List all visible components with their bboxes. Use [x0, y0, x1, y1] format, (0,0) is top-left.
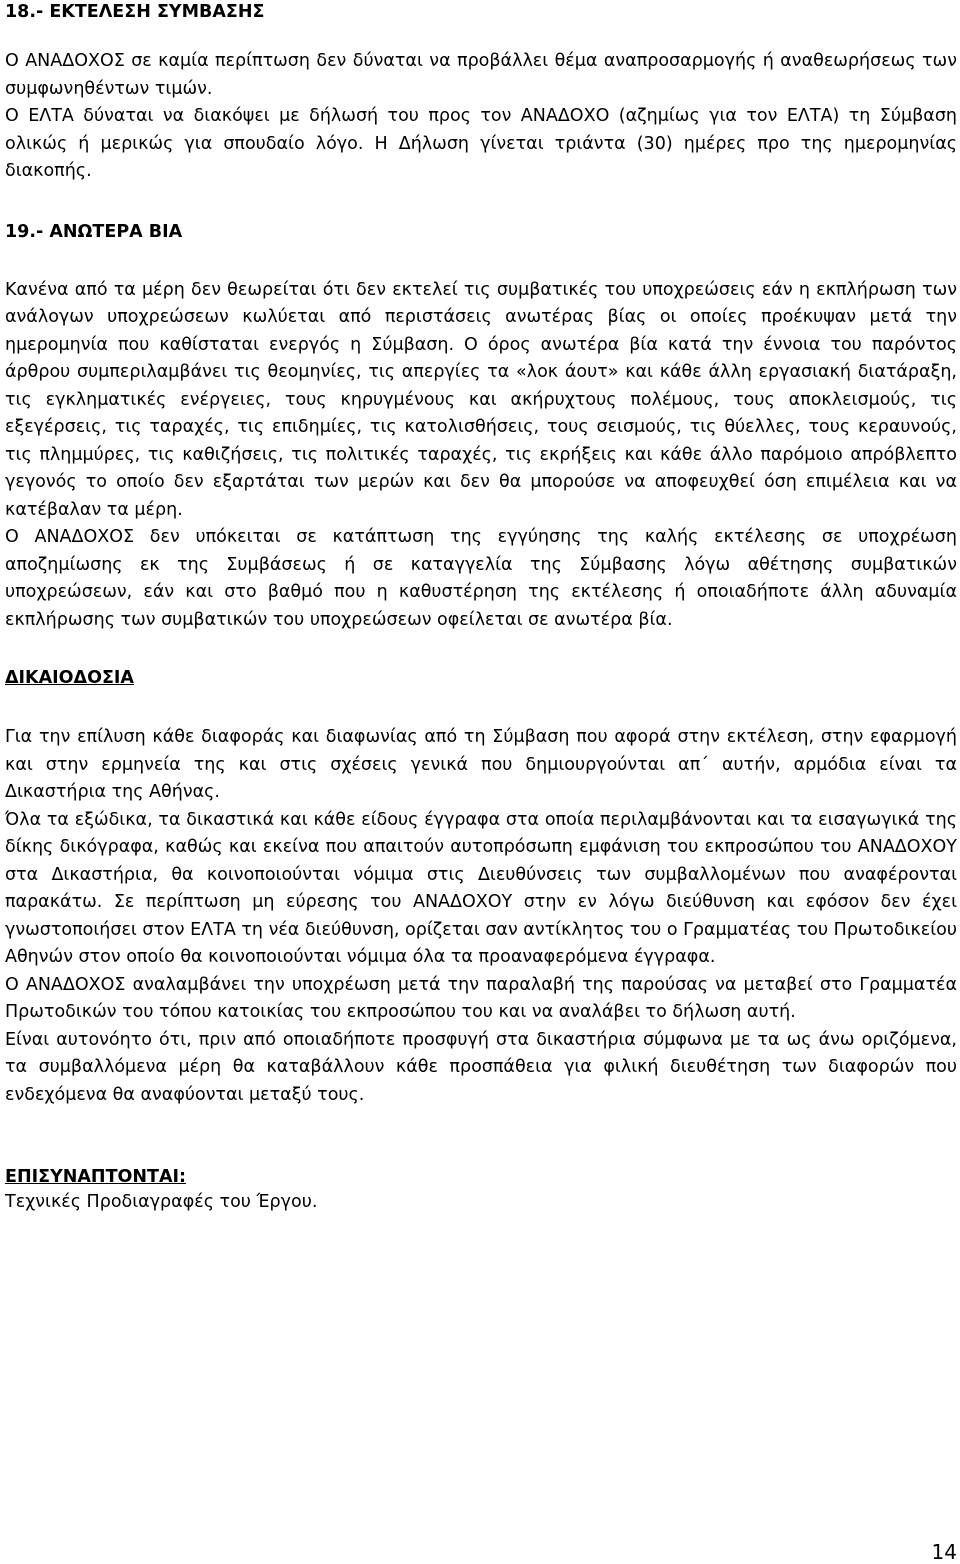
section-18-heading: 18.- ΕΚΤΕΛΕΣΗ ΣΥΜΒΑΣΗΣ — [5, 2, 265, 22]
jurisdiction-paragraph-3: Ο ΑΝΑΔΟΧΟΣ αναλαμβάνει την υποχρέωση μετά την παραλαβή της παρούσας να μεταβεί στο Γραμματέα Πρωτοδικών του τόπου κατοικίας του εκπροσώπου του και να αναλάβει το δήλωση αυτή. — [5, 974, 957, 1022]
document-page — [5, 0, 957, 1217]
jurisdiction-heading: ΔΙΚΑΙΟΔΟΣΙΑ — [5, 668, 134, 688]
jurisdiction-paragraph-1: Για την επίλυση κάθε διαφοράς και διαφωνίας από τη Σύμβαση που αφορά στην εκτέλεση, στην εφαρμογή και στην ερμηνεία της και στις σχέσεις γενικά που δημιουργούνται απ΄ αυτήν, αρμόδια είναι τα Δικαστήρια της Αθήνας. — [5, 727, 957, 802]
jurisdiction-paragraph-4: Είναι αυτονόητο ότι, πριν από οποιαδήποτε προσφυγή στα δικαστήρια σύμφωνα με τα ως άνω οριζόμενα, τα συμβαλλόμενα μέρη θα καταβάλλουν κάθε προσπάθεια για φιλική διευθέτηση των διαφορών που ενδεχόμενα θα αναφύονται μεταξύ τους. — [5, 1029, 957, 1105]
section-19-paragraph-2: Ο ΑΝΑΔΟΧΟΣ δεν υπόκειται σε κατάπτωση της εγγύησης της καλής εκτέλεσης σε υποχρέωση αποζημίωσης εκ της Συμβάσεως ή σε καταγγελία της Σύμβασης λόγω αθέτησης συμβατικών υποχρεώσεων, εάν και στο βαθμό που η καθυστέρηση της εκτέλεσης ή οποιαδήποτε άλλη αδυναμία εκπλήρωσης των συμβατικών του υποχρεώσεων οφείλεται σε ανωτέρα βία. — [5, 527, 957, 630]
attachments-heading: ΕΠΙΣΥΝΑΠΤΟΝΤΑΙ: — [5, 1167, 187, 1187]
section-19-heading: 19.- ΑΝΩΤΕΡΑ ΒΙΑ — [5, 221, 183, 242]
page-number: 14 — [931, 1540, 957, 1564]
attachments-text: Τεχνικές Προδιαγραφές του Έργου. — [5, 1192, 318, 1212]
section-18-paragraph-1: Ο ΑΝΑΔΟΧΟΣ σε καμία περίπτωση δεν δύναται να προβάλλει θέμα αναπροσαρμογής ή αναθεωρήσεως των συμφωνηθέντων τιμών. — [5, 51, 957, 99]
jurisdiction-paragraph-2: Όλα τα εξώδικα, τα δικαστικά και κάθε είδους έγγραφα στα οποία περιλαμβάνονται και τα εισαγωγικά της δίκης δικόγραφα, καθώς και εκείνα που απαιτούν αυτοπρόσωπη εμφάνιση του εκπροσώπου του ΑΝΑΔΟΧΟΥ στα Δικαστήρια, θα κοινοποιούνται νόμιμα στις Διευθύνσεις των συμβαλλομένων που αναφέρονται παρακάτω. Σε περίπτωση μη εύρεσης του ΑΝΑΔΟΧΟΥ στην εν λόγω διεύθυνση και εφόσον δεν έχει γνωστοποιήσει στον ΕΛΤΑ τη νέα διεύθυνση, ορίζεται σαν αντίκλητος του ο Γραμματέας του Πρωτοδικείου Αθηνών στον οποίο θα κοινοποιούνται νόμιμα όλα τα προαναφερόμενα έγγραφα. — [5, 809, 957, 967]
section-18-paragraph-2: Ο ΕΛΤΑ δύναται να διακόψει με δήλωσή του προς τον ΑΝΑΔΟΧΟ (αζημίως για τον ΕΛΤΑ) τη Σύμβαση ολικώς ή μερικώς για σπουδαίο λόγο. Η Δήλωση γίνεται τριάντα (30) ημέρες προ της ημερομηνίας διακοπής. — [5, 106, 957, 181]
section-19-paragraph-1: Κανένα από τα μέρη δεν θεωρείται ότι δεν εκτελεί τις συμβατικές του υποχρεώσεις εάν η εκπλήρωση των ανάλογων υποχρεώσεων κωλύεται από περιστάσεις ανωτέρας βίας οι οποίες προέκυψαν μετά την ημερομηνία που καθίσταται ενεργός η Σύμβαση. Ο όρος ανωτέρα βία κατά την έννοια του παρόντος άρθρου συμπεριλαμβάνει τις θεομηνίες, τις απεργίες τα «λοκ άουτ» και κάθε άλλη εργασιακή διατάραξη, τις εγκληματικές ενέργειες, τους κηρυγμένους και ακήρυχτους πολέμους, τους αποκλεισμούς, τις εξεγέρσεις, τις ταραχές, τις επιδημίες, τις κατολισθήσεις, τους σεισμούς, τις θύελλες, τους κεραυνούς, τις πλημμύρες, τις καθιζήσεις, τις πολιτικές ταραχές, τις εκρήξεις και κάθε άλλο παρόμοιο απρόβλεπτο γεγονός το οποίο δεν εξαρτάται των μερών και δεν θα μπορούσε να αποφευχθεί όση επιμέλεια και να κατέβαλαν τα μέρη. — [5, 279, 957, 520]
